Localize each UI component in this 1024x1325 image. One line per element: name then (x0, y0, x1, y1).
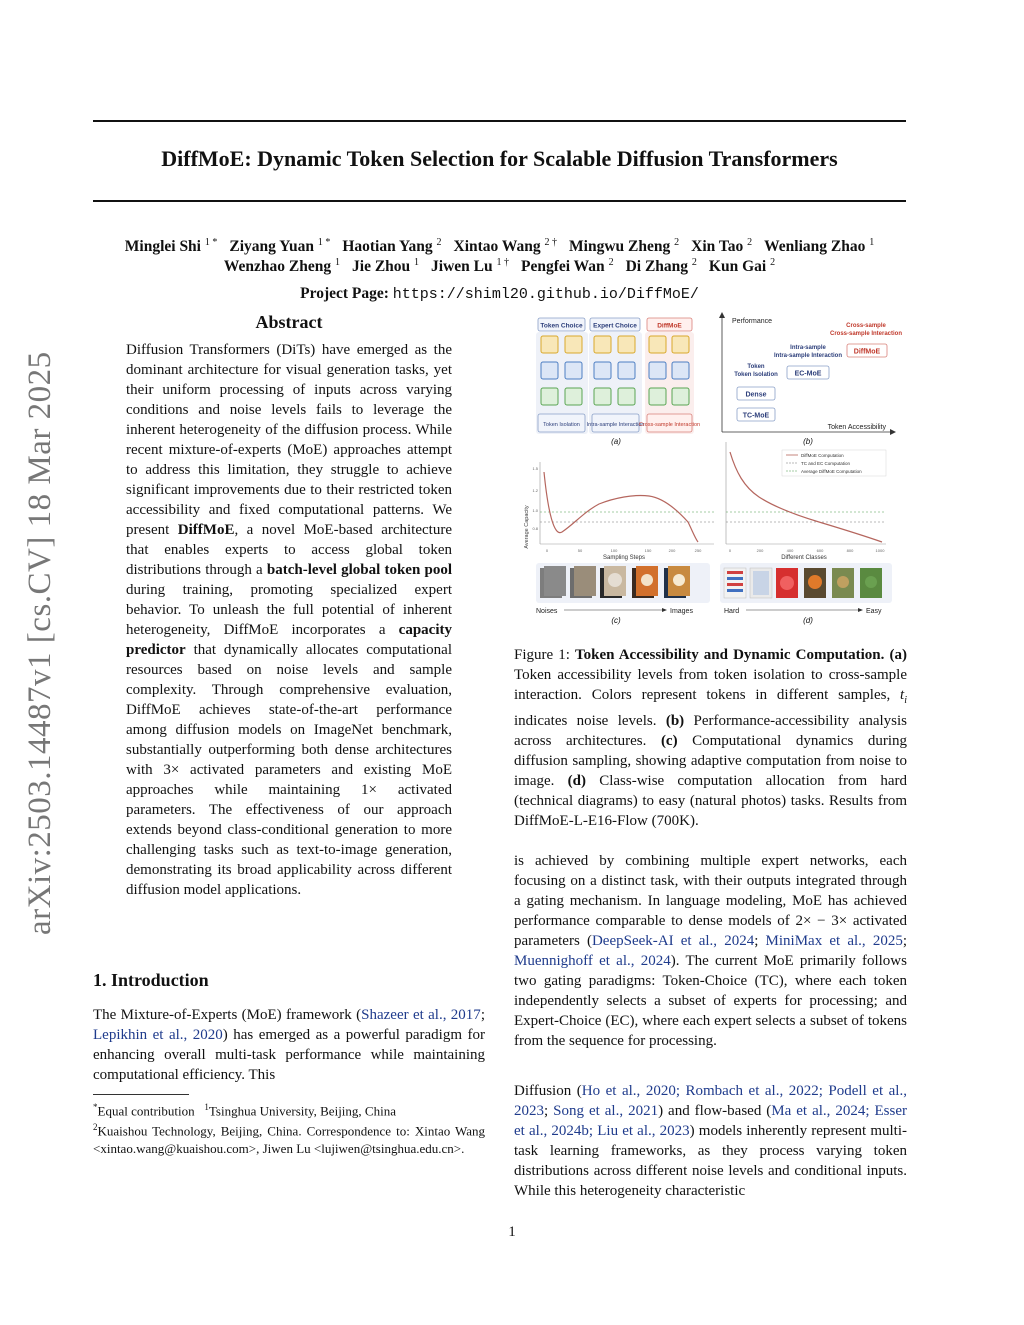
caption-a: (a) (889, 647, 907, 663)
author-name-text: Xintao Wang (453, 238, 541, 256)
author-name-text: Jie Zhou (352, 258, 411, 276)
author-name (224, 258, 340, 275)
b-point-ec-moe: EC-MoE (794, 370, 822, 378)
b-label-intra: Intra-sample Interaction (773, 353, 843, 359)
d-xtick: 600 (816, 548, 824, 553)
b-point-diffmoe: DiffMoE (853, 348, 881, 356)
citation-link[interactable]: Shazeer et al., 2017 (361, 1007, 481, 1023)
caption-c: (c) (660, 733, 678, 749)
author-affiliation: 1 † (496, 257, 509, 268)
project-url-link[interactable]: https://shiml20.github.io/DiffMoE/ (392, 286, 699, 303)
author-affiliation: 2 (436, 237, 442, 248)
caption-b: (b) (665, 713, 685, 729)
panel-c-caption: (c) (611, 616, 621, 625)
citation-link[interactable]: DeepSeek-AI et al., 2024 (591, 933, 755, 949)
citation-link[interactable]: Ho et al., 2020; Rombach et al., 2022; Podell et al., 2023 (514, 1083, 907, 1119)
rp2-text-1: Diffusion ( (514, 1083, 582, 1099)
abstract-bold-diffmoe: DiffMoE (177, 522, 235, 538)
author-name-text: Ziyang Yuan (229, 238, 314, 256)
footnote-rule (93, 1094, 189, 1095)
author-name-text: Haotian Yang (342, 238, 433, 256)
panel-b-xlabel: Token Accessibility (827, 424, 886, 431)
figure-caption (514, 645, 907, 831)
abstract-body (126, 340, 452, 900)
author-name (521, 258, 614, 275)
rp2-text-3: ) and flow-based ( (658, 1103, 772, 1119)
author-name (431, 258, 509, 275)
caption-d: (d) (567, 773, 586, 789)
b-point-dense: Dense (745, 391, 767, 399)
c-ytick: 1.5 (532, 466, 538, 471)
d-xtick: 400 (786, 548, 794, 553)
citation-link[interactable]: Lepikhin et al., 2020 (93, 1027, 223, 1043)
author-name (454, 238, 558, 255)
title-top-rule (93, 120, 906, 122)
c-xtick: 50 (577, 548, 583, 553)
author-name-text: Minglei Shi (124, 238, 201, 256)
b-label-token: Token Isolation (734, 372, 778, 378)
rp2-text-4: ) models inherently represent multi-task learning frameworks, as they process varying token distributions across different noise levels and conditional inputs. While this heterogeneity characteristic (514, 1123, 907, 1199)
rp2-text-2: ; (544, 1103, 554, 1119)
figure-1 (514, 312, 907, 630)
author-name (569, 238, 679, 255)
d-legend-entry: Average DiffMoE Computation (801, 469, 862, 474)
label-token-isolation: Token Isolation (543, 422, 580, 428)
c-xtick: 0 (545, 548, 549, 553)
c-xtick: 100 (610, 548, 618, 553)
caption-bold: Token Accessibility and Dynamic Computation. (575, 647, 885, 663)
label-intra-sample: Intra-sample Interaction (586, 422, 645, 428)
citation-link[interactable]: Ma et al., 2024; Esser et al., 2024b; Liu et al., 2023 (514, 1103, 907, 1139)
b-label-cross-1: Cross-sample (846, 323, 886, 329)
author-affiliation: 2 (770, 257, 776, 268)
tab-token-choice-label: Token Choice (540, 322, 583, 330)
caption-ti: t (900, 687, 905, 703)
abstract-text-4: that dynamically allocates computational resources based on noise levels and sample complexity. Through comprehensive evaluation, DiffMoE achieves state-of-the-art performance among diffusion models on ImageNet benchmark, substantially outperforming both dense architectures with 3× activated parameters and existing MoE approaches while maintaining 1× activated parameters. The effectiveness of our approach extends beyond class-conditional generation to more challenging tasks such as text-to-image generation, demonstrating its broad applicability across different diffusion model applications. (126, 642, 452, 898)
label-cross-sample: Cross-sample Interaction (638, 422, 701, 428)
title-bottom-rule (93, 200, 906, 202)
intro-text-3: ) has emerged as a powerful paradigm for enhancing overall multi-task performance while maintaining computational efficiency. This (93, 1027, 485, 1083)
rp1-text-1: is achieved by combining multiple expert networks, each focusing on a distinct task, with their outputs integrated through a gating mechanism. In language modeling, MoE has achieved performance comparable to dense models of 2× − 3× activated parameters ( (514, 853, 907, 949)
author-affiliation: 2 (674, 237, 680, 248)
caption-text-b: indicates noise levels. (514, 713, 666, 729)
footnote-aff2: Kuaishou Technology, Beijing, China. Correspondence to: Xintao Wang <xintao.wang@kuaishou.com>, Jiwen Lu <lujiwen@tsinghua.edu.cn>. (93, 1123, 485, 1156)
d-image-strip (720, 563, 892, 603)
author-name (125, 238, 218, 255)
d-xtick: 0 (728, 548, 732, 553)
author-name (709, 258, 775, 275)
panel-d-left-label: Hard (724, 608, 740, 615)
author-name-text: Mingwu Zheng (569, 238, 671, 256)
author-name-text: Jiwen Lu (431, 258, 493, 276)
d-xtick: 1000 (875, 548, 885, 553)
caption-text-a: Token accessibility levels from token isolation to cross-sample interaction. Colors represent tokens in different samples, (514, 667, 907, 703)
c-ytick: 1.2 (532, 488, 538, 493)
author-affiliation: 2 (691, 257, 697, 268)
author-name-text: Pengfei Wan (521, 258, 605, 276)
author-affiliation: 2 † (544, 237, 558, 248)
intro-paragraph (93, 1005, 485, 1085)
panel-c-ylabel: Average Capacity (524, 505, 530, 549)
panel-c-left-label: Noises (536, 608, 558, 615)
footnote: *Equal contribution $^1$Tsinghua University, Beijing, China $^2$Kuaishou Technology, Beijing, China. Correspondence to: Xintao Wang <xintao.wang@kuaishou.com>, Jiwen Lu <lujiwen@tsinghua.edu.cn>. (93, 1102, 485, 1156)
caption-text-c: Performance-accessibility analysis across architectures. (514, 713, 907, 749)
panel-d-xlabel: Different Classes (781, 555, 827, 561)
author-name (342, 238, 441, 255)
tab-diffmoe-label: DiffMoE (657, 322, 682, 330)
author-name-text: Xin Tao (691, 238, 744, 256)
citation-link[interactable]: Song et al., 2021 (553, 1103, 659, 1119)
abstract-bold-capacity-predictor: capacity predictor (126, 622, 452, 658)
d-xtick: 200 (756, 548, 764, 553)
panel-d-caption: (d) (803, 616, 813, 625)
author-name-text: Kun Gai (708, 258, 767, 276)
right-paragraph-1 (514, 851, 907, 1051)
author-name (352, 258, 419, 275)
c-ytick: 1.0 (532, 508, 538, 513)
panel-a-caption: (a) (611, 437, 621, 446)
author-name (764, 238, 874, 255)
c-image-strip (536, 563, 710, 603)
citation-link[interactable]: Muennighoff et al., 2024 (514, 953, 671, 969)
project-label: Project Page: (300, 285, 389, 302)
c-xtick: 200 (668, 548, 676, 553)
author-affiliation: 1 (335, 257, 341, 268)
paper-title: DiffMoE: Dynamic Token Selection for Scalable Diffusion Transformers (161, 146, 838, 171)
b-label-intra-1: Intra-sample (790, 345, 826, 351)
c-xtick: 250 (694, 548, 702, 553)
abstract-text-1: Diffusion Transformers (DiTs) have emerged as the dominant architecture for visual generation tasks, yet their uniform processing of inputs across varying conditions and noise levels fails to leverage the inherent heterogeneity of the diffusion process. While recent mixture-of-experts (MoE) approaches attempt to address this limitation, they struggle to achieve significant improvements due to their restricted token accessibility and fixed computational patterns. We present (126, 342, 452, 538)
intro-text-1: The Mixture-of-Experts (MoE) framework ( (93, 1007, 362, 1023)
author-name-text: Di Zhang (625, 258, 689, 276)
rp1-text-2: ; (754, 933, 766, 949)
footnote-aff1: Tsinghua University, Beijing, China (208, 1103, 396, 1119)
page-number: 1 (508, 1224, 516, 1240)
project-page (93, 285, 906, 303)
caption-ti-sub: i (904, 695, 907, 706)
citation-link[interactable]: MiniMax et al., 2025 (765, 933, 903, 949)
author-name (691, 238, 752, 255)
right-paragraph-2 (514, 1081, 907, 1201)
caption-text-d: Computational dynamics during diffusion sampling, showing adaptive computation from noise to image. (514, 733, 908, 789)
d-xtick: 800 (846, 548, 854, 553)
caption-fig-label: Figure 1: (514, 647, 575, 663)
intro-text-2: ; (480, 1007, 485, 1023)
panel-d-right-label: Easy (866, 608, 882, 615)
author-name (229, 238, 330, 255)
c-xtick: 150 (644, 548, 652, 553)
panel-c-right-label: Images (670, 608, 693, 615)
authors-line-1 (93, 237, 906, 256)
abstract-text-3: during training, promoting specialized expert behavior. To unleash the full potential of inherent heterogeneity, DiffMoE incorporates a (126, 582, 452, 638)
abstract-text-2: , a novel MoE-based architecture that enables experts to access global token distributions through a (126, 522, 452, 578)
d-legend-entry: DiffMoE Computation (801, 453, 844, 458)
c-ytick: 0.8 (532, 526, 538, 531)
author-affiliation: 2 (608, 257, 614, 268)
arxiv-stamp: arXiv:2503.14487v1 [cs.CV] 18 Mar 2025 (22, 351, 58, 935)
tab-expert-choice-label: Expert Choice (593, 322, 637, 330)
footnote-equal: Equal contribution (97, 1103, 195, 1119)
panel-b-ylabel: Performance (732, 318, 773, 325)
d-legend-entry: TC and EC Computation (801, 461, 851, 466)
author-affiliation: 2 (747, 237, 753, 248)
abstract-bold-token-pool: batch-level global token pool (266, 562, 453, 578)
rp1-text-3: ; (902, 933, 907, 949)
b-point-tc-moe: TC-MoE (742, 412, 770, 420)
author-affiliation: 1 (869, 237, 875, 248)
panel-a (536, 318, 700, 446)
b-label-cross: Cross-sample Interaction (829, 331, 903, 337)
author-name-text: Wenzhao Zheng (223, 258, 332, 276)
abstract-title: Abstract (255, 312, 323, 332)
author-affiliation: 1 * (317, 237, 331, 248)
authors-line-2 (93, 257, 906, 276)
author-affiliation: 1 * (204, 237, 218, 248)
author-name-text: Wenliang Zhao (764, 238, 866, 256)
author-name (626, 258, 697, 275)
caption-text-e: Class-wise computation allocation from hard (technical diagrams) to easy (natural photos) tasks. Results from DiffMoE-L-E16-Flow (700K). (514, 773, 907, 829)
section-title-introduction: 1. Introduction (93, 970, 209, 990)
author-affiliation: 1 (414, 257, 420, 268)
rp1-text-4: ). The current MoE primarily follows two gating paradigms: Token-Choice (TC), where each token independently selects a subset of experts for processing; and Expert-Choice (EC), where each expert selects a subset of tokens from the sequence for processing. (514, 953, 907, 1049)
panel-c-xlabel: Sampling Steps (602, 555, 646, 561)
b-label-token-1: Token (747, 364, 765, 370)
panel-b-caption: (b) (803, 437, 813, 446)
